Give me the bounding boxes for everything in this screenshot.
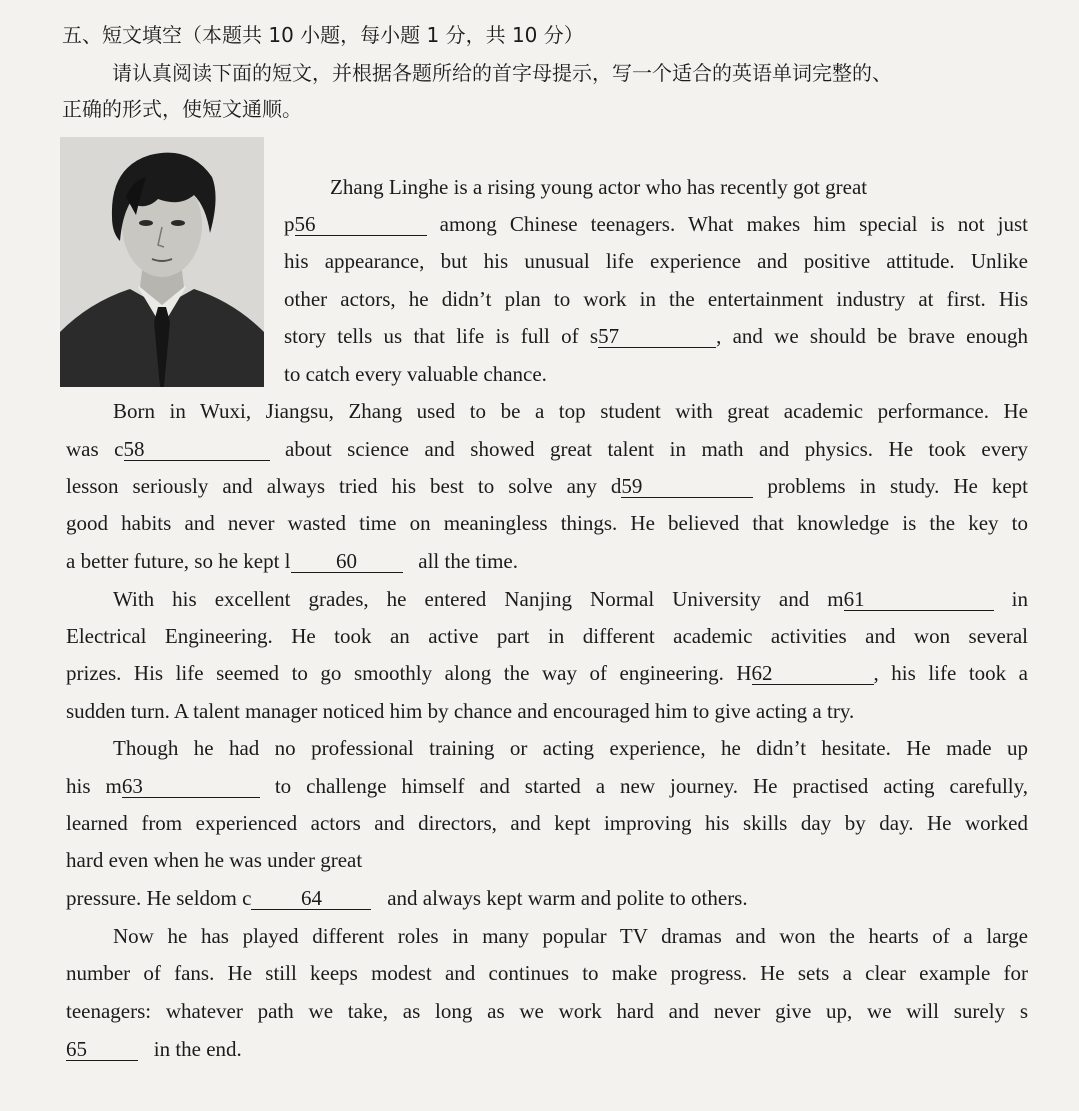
- p4-line-2: his m63 to challenge himself and started a new journey. He practised acting carefully,: [66, 774, 1029, 798]
- p5-line-3: teenagers: whatever path we take, as long as we work hard and never give up, we will surely s: [66, 999, 1028, 1023]
- p5-line-1: Now he has played different roles in many popular TV dramas and won the hearts of a large: [113, 924, 1028, 948]
- p5-line-4: 65 in the end.: [66, 1037, 242, 1061]
- p3-line-1: With his excellent grades, he entered Nanjing Normal University and m61 in: [113, 587, 1028, 611]
- p1-line-4: other actors, he didn’t plan to work in the entertainment industry at first. His: [284, 287, 1028, 311]
- p2-line-3: lesson seriously and always tried his best to solve any d59 problems in study. He kept: [66, 474, 1029, 498]
- instruction-line-1: 请认真阅读下面的短文，并根据各题所给的首字母提示，写一个适合的英语单词完整的、: [112, 61, 892, 85]
- blank-61[interactable]: 61: [844, 588, 994, 611]
- blank-57[interactable]: 57: [598, 325, 716, 348]
- p4-line-5: pressure. He seldom c 64 and always kept warm and polite to others.: [66, 886, 748, 910]
- blank-56[interactable]: 56: [295, 213, 427, 236]
- p3-line-2: Electrical Engineering. He took an active part in different academic activities and won several: [66, 624, 1028, 648]
- p3-line-3: prizes. His life seemed to go smoothly along the way of engineering. H62 , his life took a: [66, 661, 1029, 685]
- blank-63[interactable]: 63: [122, 775, 260, 798]
- blank-58[interactable]: 58: [124, 438, 270, 461]
- p1-line-1: Zhang Linghe is a rising young actor who has recently got great: [330, 175, 868, 199]
- actor-portrait: [60, 137, 264, 387]
- p1-line-2: p56 among Chinese teenagers. What makes him special is not just: [284, 212, 1028, 236]
- blank-59[interactable]: 59: [621, 475, 753, 498]
- p4-line-4: hard even when he was under great: [66, 848, 363, 872]
- blank-60[interactable]: 60: [291, 550, 403, 573]
- section-heading: 五、短文填空（本题共 10 小题，每小题 1 分，共 10 分）: [62, 23, 584, 47]
- p2-line-5: a better future, so he kept l 60 all the time.: [66, 549, 518, 573]
- p2-line-4: good habits and never wasted time on meaningless things. He believed that knowledge is the key to: [66, 511, 1028, 535]
- p2-line-1: Born in Wuxi, Jiangsu, Zhang used to be a top student with great academic performance. He: [113, 399, 1028, 423]
- p1-line-6: to catch every valuable chance.: [284, 362, 547, 386]
- p3-line-4: sudden turn. A talent manager noticed him by chance and encouraged him to give acting a try.: [66, 699, 855, 723]
- blank-62[interactable]: 62: [752, 662, 874, 685]
- instruction-line-2: 正确的形式，使短文通顺。: [62, 97, 302, 121]
- p2-line-2: was c58 about science and showed great talent in math and physics. He took every: [66, 437, 1029, 461]
- p1-line-3: his appearance, but his unusual life experience and positive attitude. Unlike: [284, 249, 1028, 273]
- p4-line-1: Though he had no professional training or acting experience, he didn’t hesitate. He made up: [113, 736, 1028, 760]
- p1-line-5: story tells us that life is full of s57 , and we should be brave enough: [284, 324, 1028, 348]
- blank-64[interactable]: 64: [251, 887, 371, 910]
- p4-line-3: learned from experienced actors and directors, and kept improving his skills day by day. He worked: [66, 811, 1028, 835]
- p5-line-2: number of fans. He still keeps modest and continues to make progress. He sets a clear example for: [66, 961, 1028, 985]
- blank-65[interactable]: 65: [66, 1038, 138, 1061]
